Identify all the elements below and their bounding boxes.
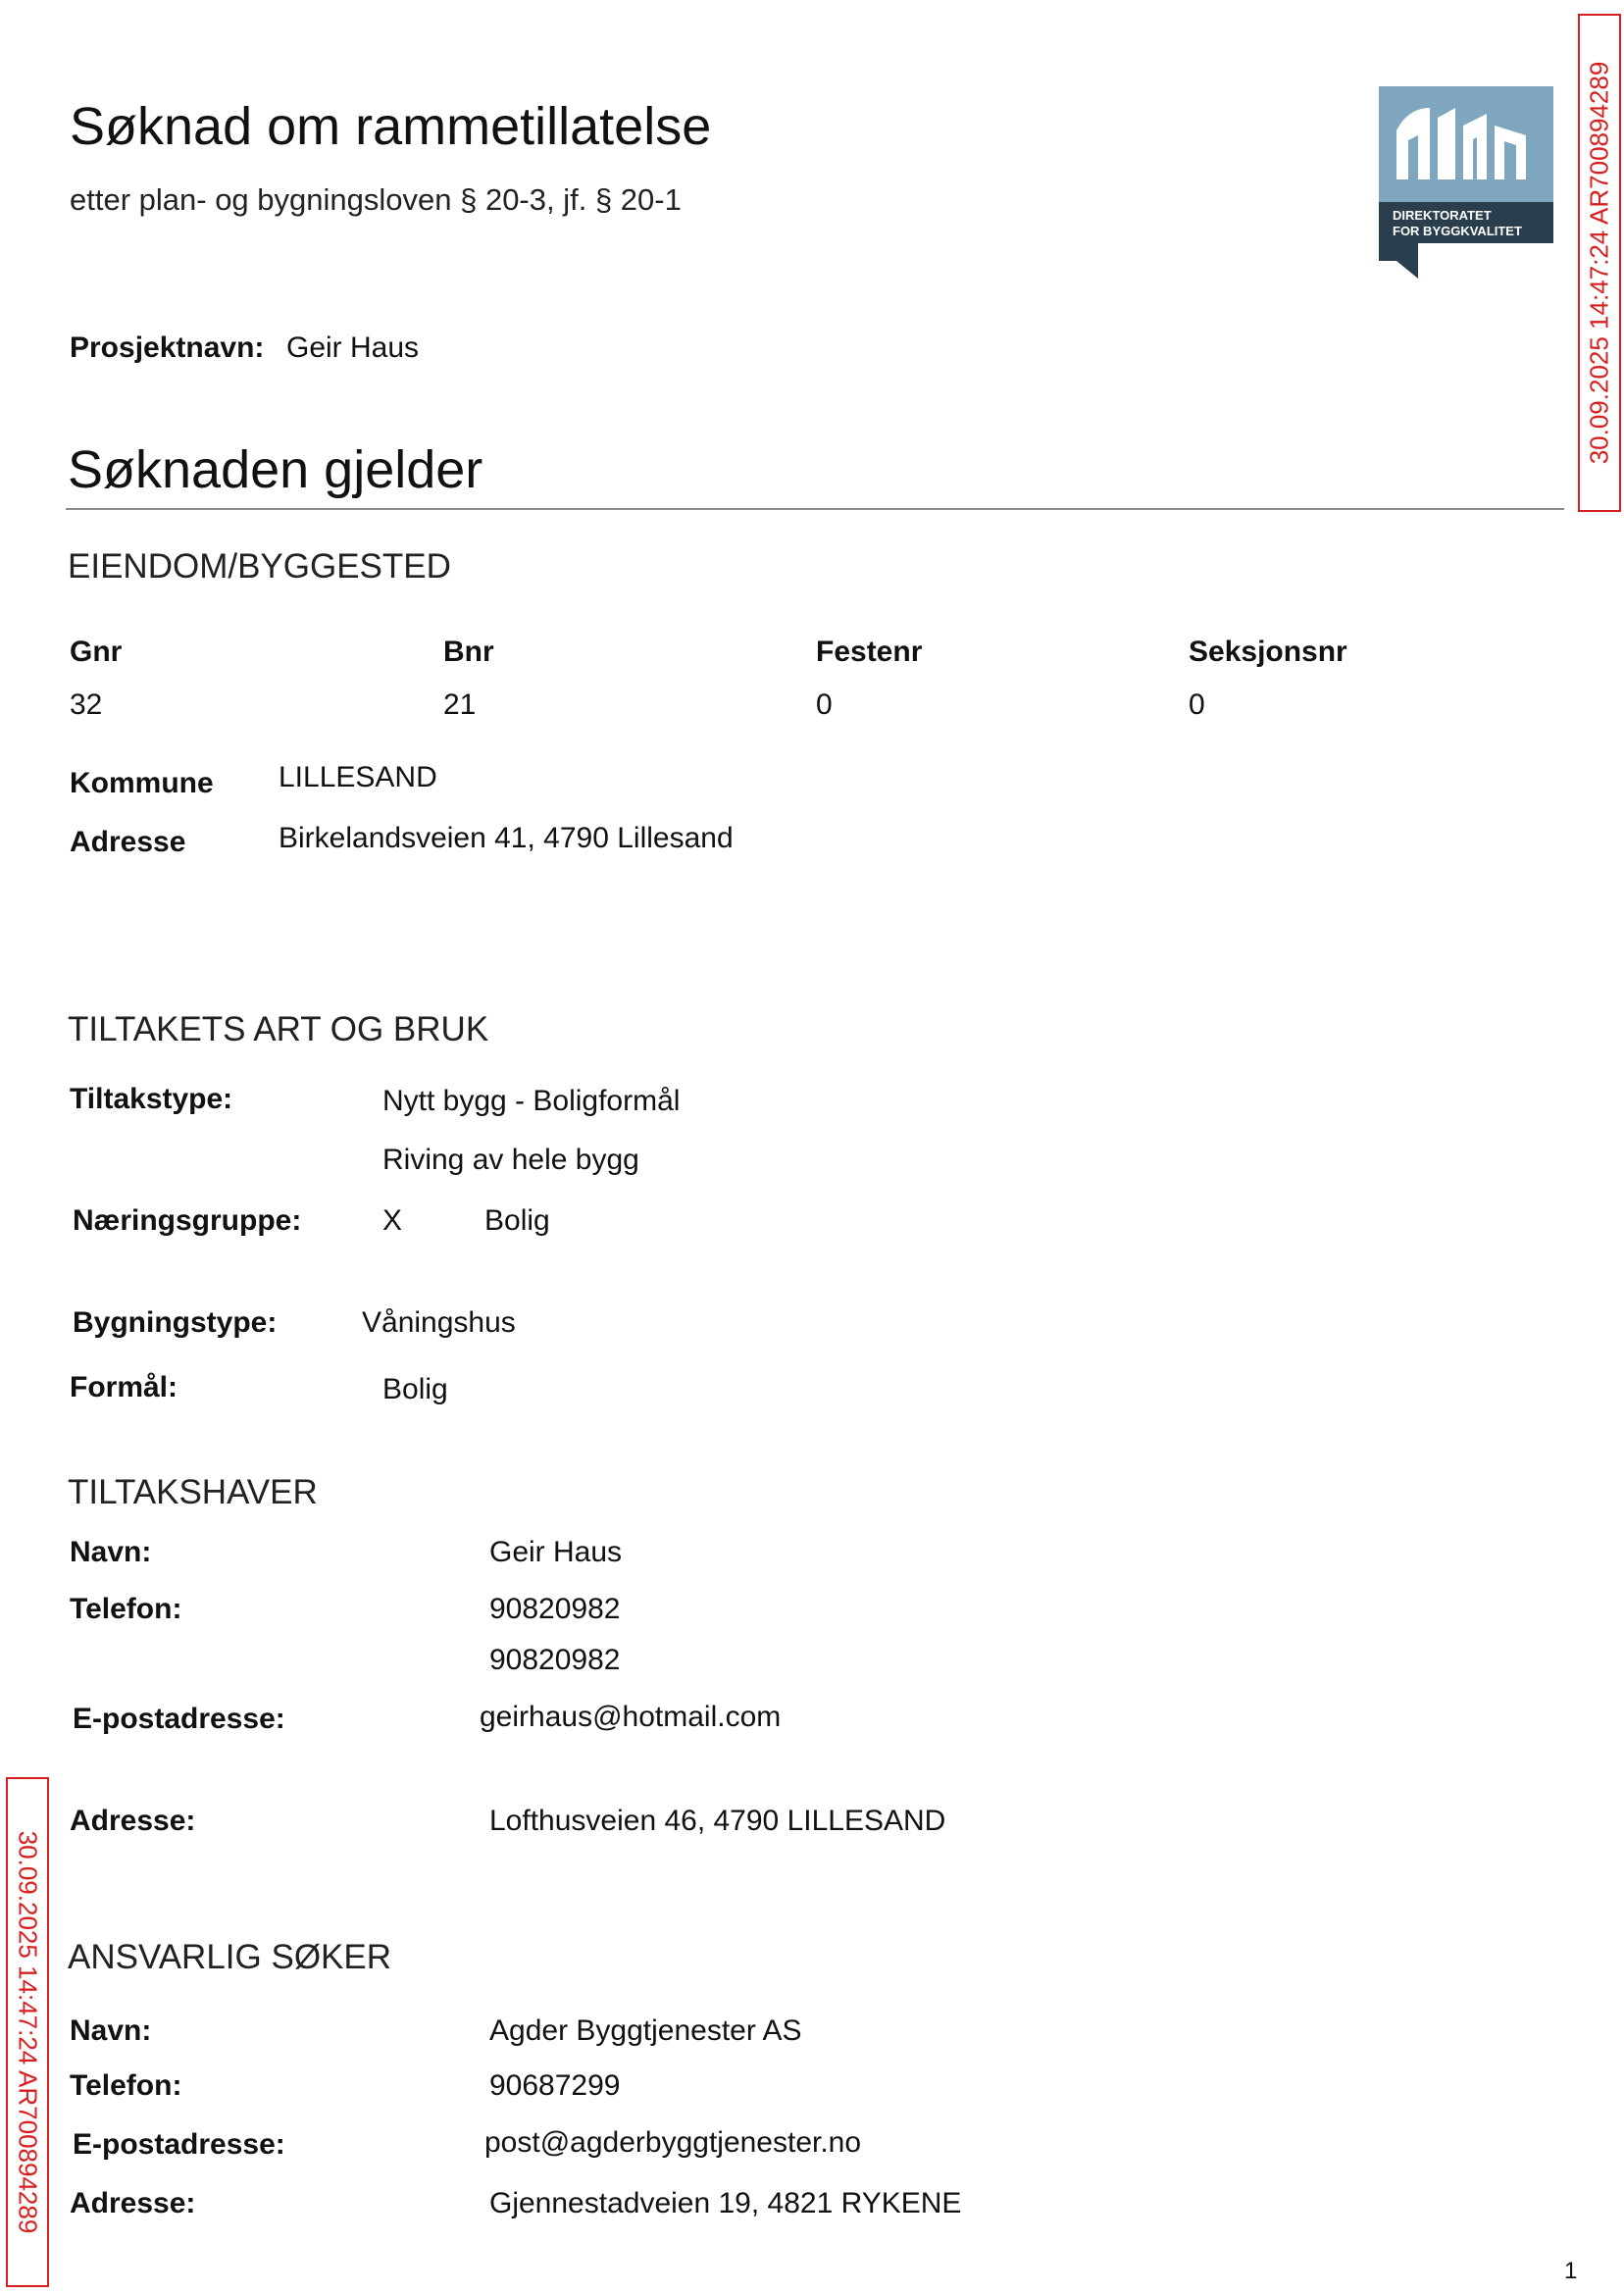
project-name-label: Prosjektnavn: xyxy=(70,331,265,364)
soker-epost-value: post@agderbyggtjenester.no xyxy=(484,2126,862,2159)
section-heading-tiltak: TILTAKETS ART OG BRUK xyxy=(68,1010,489,1048)
section-heading-ansvarlig-soker: ANSVARLIG SØKER xyxy=(68,1938,392,1976)
tiltakshaver-navn-value: Geir Haus xyxy=(489,1536,623,1568)
heading-divider xyxy=(66,508,1564,510)
naeringsgruppe-code: X xyxy=(382,1204,403,1237)
document-subtitle: etter plan- og bygningsloven § 20-3, jf. § 20-1 xyxy=(70,182,682,217)
logo-line-2: FOR BYGGKVALITET xyxy=(1393,224,1522,238)
dibk-logo xyxy=(1379,86,1553,277)
festenr-label: Festenr xyxy=(816,636,923,668)
naeringsgruppe-value: Bolig xyxy=(484,1204,550,1237)
tiltakshaver-navn-label: Navn: xyxy=(70,1536,152,1568)
application-heading: Søknaden gjelder xyxy=(68,440,483,499)
soker-adresse-label: Adresse: xyxy=(70,2187,196,2219)
bnr-label: Bnr xyxy=(443,636,494,668)
gnr-value: 32 xyxy=(70,688,103,721)
logo-wordmark xyxy=(1379,202,1553,243)
tiltakshaver-telefon-value-1: 90820982 xyxy=(489,1593,621,1625)
adresse-label: Adresse xyxy=(70,826,186,858)
tiltakshaver-telefon-label: Telefon: xyxy=(70,1593,182,1625)
tiltakshaver-epost-value: geirhaus@hotmail.com xyxy=(480,1701,782,1733)
received-stamp-top xyxy=(1578,14,1621,512)
seksjonsnr-label: Seksjonsnr xyxy=(1189,636,1347,668)
tiltakshaver-telefon-value-2: 90820982 xyxy=(489,1644,621,1676)
section-heading-tiltakshaver: TILTAKSHAVER xyxy=(68,1473,318,1511)
tiltakstype-value-1: Nytt bygg - Boligformål xyxy=(382,1085,681,1117)
soker-navn-value: Agder Byggtjenester AS xyxy=(489,2014,802,2047)
soker-epost-label: E-postadresse: xyxy=(73,2128,285,2161)
document-title: Søknad om rammetillatelse xyxy=(70,97,712,156)
project-name-value: Geir Haus xyxy=(286,331,420,364)
soker-adresse-value: Gjennestadveien 19, 4821 RYKENE xyxy=(489,2187,962,2219)
festenr-value: 0 xyxy=(816,688,833,721)
tiltakshaver-adresse-value: Lofthusveien 46, 4790 LILLESAND xyxy=(489,1805,946,1837)
logo-flag-icon xyxy=(1379,243,1438,279)
kommune-label: Kommune xyxy=(70,767,214,799)
section-heading-eiendom: EIENDOM/BYGGESTED xyxy=(68,547,451,586)
tiltakstype-value-2: Riving av hele bygg xyxy=(382,1144,639,1176)
bygningstype-value: Våningshus xyxy=(362,1306,516,1339)
bnr-value: 21 xyxy=(443,688,477,721)
formal-value: Bolig xyxy=(382,1373,448,1405)
tiltakshaver-adresse-label: Adresse: xyxy=(70,1805,196,1837)
page-number: 1 xyxy=(1564,2258,1578,2284)
formal-label: Formål: xyxy=(70,1371,178,1403)
kommune-value: LILLESAND xyxy=(279,761,437,793)
tiltakstype-label: Tiltakstype: xyxy=(70,1083,233,1115)
soker-navn-label: Navn: xyxy=(70,2014,152,2047)
gnr-label: Gnr xyxy=(70,636,123,668)
received-stamp-top-text: 30.09.2025 14:47:24 AR700894289 xyxy=(1584,61,1614,465)
adresse-value: Birkelandsveien 41, 4790 Lillesand xyxy=(279,822,734,854)
bygningstype-label: Bygningstype: xyxy=(73,1306,278,1339)
received-stamp-left xyxy=(6,1777,49,2287)
received-stamp-left-text: 30.09.2025 14:47:24 AR700894289 xyxy=(13,1830,43,2234)
logo-building-icon xyxy=(1379,86,1553,202)
seksjonsnr-value: 0 xyxy=(1189,688,1205,721)
soker-telefon-value: 90687299 xyxy=(489,2069,621,2102)
tiltakshaver-epost-label: E-postadresse: xyxy=(73,1703,285,1735)
logo-line-1: DIREKTORATET xyxy=(1393,208,1492,223)
soker-telefon-label: Telefon: xyxy=(70,2069,182,2102)
naeringsgruppe-label: Næringsgruppe: xyxy=(73,1204,302,1237)
